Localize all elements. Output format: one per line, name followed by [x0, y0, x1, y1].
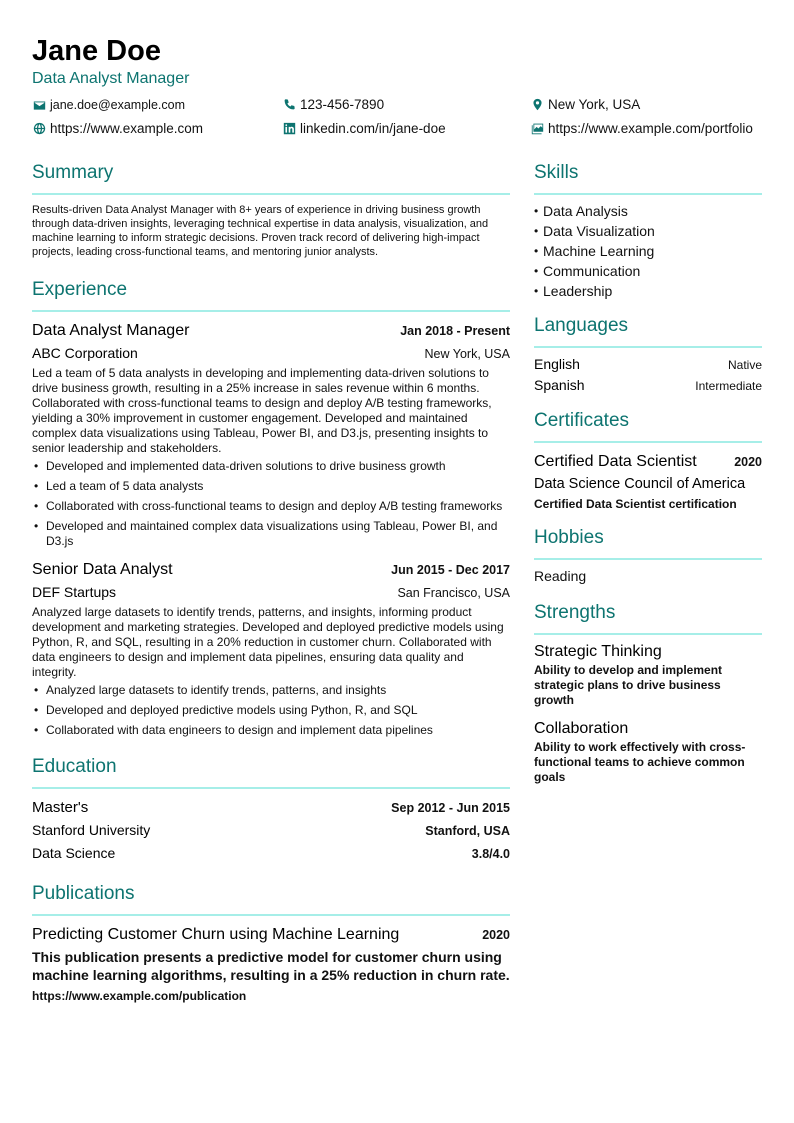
education-section: [32, 752, 510, 865]
contact-linkedin-text: linkedin.com/in/jane-doe: [300, 121, 446, 136]
hobbies-section: [534, 523, 762, 586]
publications-heading: Publications: [32, 883, 135, 904]
list-item: • Data Analysis: [534, 201, 762, 221]
job-location: New York, USA: [424, 347, 510, 361]
certificate-year: 2020: [734, 455, 762, 469]
section-divider: [534, 441, 762, 443]
list-item: • Developed and maintained complex data visualizations using Tableau, Power BI, and D3.js: [32, 519, 510, 549]
certificate-description: Certified Data Scientist certification: [534, 497, 737, 511]
job-role: Senior Data Analyst: [32, 561, 173, 578]
resume-header: [32, 34, 772, 89]
summary-section: [32, 158, 510, 259]
certificates-section: [534, 406, 762, 513]
section-divider: [534, 193, 762, 195]
list-item: • Analyzed large datasets to identify trends, patterns, and insights: [32, 683, 510, 698]
summary-text: Results-driven Data Analyst Manager with 8+ years of experience in driving business growth through data-driven insights, leveraging technical expertise in data analysis, visualization, and machine learning to inform strategic decisions. Proven track record of delivering high-impact projects, leading cross-functional teams, and mentoring junior analysts.: [32, 204, 489, 258]
publication-title: Predicting Customer Churn using Machine Learning: [32, 926, 400, 943]
language-item: [534, 375, 762, 396]
job-bullets: [32, 683, 510, 738]
language-level: Native: [727, 358, 762, 372]
section-divider: [534, 558, 762, 560]
list-item: • Developed and deployed predictive models using Python, R, and SQL: [32, 703, 510, 718]
list-item: • Communication: [534, 261, 762, 281]
list-item: • Led a team of 5 data analysts: [32, 479, 510, 494]
education-field: Data Science: [32, 845, 116, 861]
candidate-title: Data Analyst Manager: [32, 70, 190, 87]
contact-linkedin[interactable]: [282, 121, 446, 136]
job-company: DEF Startups: [32, 584, 117, 600]
strength-name: Collaboration: [534, 720, 629, 737]
job-role: Data Analyst Manager: [32, 322, 190, 339]
phone-icon: [282, 98, 296, 112]
hobbies-heading: Hobbies: [534, 527, 604, 548]
strength-description: Ability to develop and implement strategic plans to drive business growth: [534, 663, 723, 707]
language-name: Spanish: [534, 377, 585, 393]
strength-name: Strategic Thinking: [534, 643, 662, 660]
list-item: • Machine Learning: [534, 241, 762, 261]
certificate-issuer: Data Science Council of America: [534, 476, 746, 492]
map-pin-icon: [530, 98, 544, 112]
education-gpa: 3.8/4.0: [471, 847, 510, 861]
main-column: [32, 158, 510, 1003]
job-description: Led a team of 5 data analysts in developing and implementing data-driven solutions to drive business growth, resulting in a 25% increase in sales revenue within 6 months. Collaborated with cross-functional teams to design and deploy A/B testing frameworks, yielding a 30% improvement in customer engagement. Developed and maintained complex data visualizations using Tableau, Power BI, and D3.js, presenting insights to senior leadership and stakeholders.: [32, 366, 492, 455]
certificates-heading: Certificates: [534, 410, 630, 431]
section-divider: [32, 787, 510, 789]
section-divider: [32, 193, 510, 195]
job-bullets: [32, 459, 510, 549]
mail-icon: [32, 98, 46, 112]
certificate-name: Certified Data Scientist: [534, 453, 697, 470]
portfolio-icon: [530, 122, 544, 136]
contact-location-text: New York, USA: [548, 97, 641, 112]
contact-portfolio[interactable]: [530, 121, 753, 136]
experience-heading: Experience: [32, 279, 128, 300]
languages-section: [534, 311, 762, 396]
contact-phone-text: 123-456-7890: [300, 97, 385, 112]
education-location: Stanford, USA: [425, 824, 510, 838]
strengths-section: [534, 598, 762, 785]
job-location: San Francisco, USA: [397, 586, 510, 600]
globe-icon: [32, 122, 46, 136]
education-degree: Master's: [32, 799, 89, 816]
job-description: Analyzed large datasets to identify trends, patterns, and insights, informing product development and marketing strategies. Developed and deployed predictive models using Python, R, and SQL, resulting in a 20% reduction in customer churn. Collaborated with data engineers to design and implement data pipelines, ensuring data quality and integrity.: [32, 605, 504, 679]
section-divider: [534, 633, 762, 635]
job-dates: Jun 2015 - Dec 2017: [391, 563, 510, 577]
contact-email-text: jane.doe@example.com: [50, 98, 185, 112]
contact-website[interactable]: [32, 121, 203, 136]
strength-description: Ability to work effectively with cross-functional teams to achieve common goals: [534, 740, 746, 784]
list-item: • Collaborated with cross-functional teams to design and deploy A/B testing frameworks: [32, 499, 510, 514]
contact-phone[interactable]: [282, 97, 384, 112]
contact-location: [530, 97, 640, 112]
job-company: ABC Corporation: [32, 345, 138, 361]
publications-section: [32, 879, 510, 1003]
language-name: English: [534, 356, 580, 372]
skills-list: [534, 201, 762, 301]
list-item: • Data Visualization: [534, 221, 762, 241]
languages-heading: Languages: [534, 315, 629, 336]
contact-website-text: https://www.example.com: [50, 121, 204, 136]
skills-heading: Skills: [534, 162, 579, 183]
job-entry: [32, 559, 510, 738]
education-heading: Education: [32, 756, 117, 777]
linkedin-icon: [282, 122, 296, 136]
list-item: • Developed and implemented data-driven solutions to drive business growth: [32, 459, 510, 474]
section-divider: [534, 346, 762, 348]
section-divider: [32, 914, 510, 916]
publication-year: 2020: [482, 928, 510, 942]
candidate-name: Jane Doe: [32, 35, 161, 67]
list-item: • Collaborated with data engineers to design and implement data pipelines: [32, 723, 510, 738]
skills-section: [534, 158, 762, 301]
job-dates: Jan 2018 - Present: [400, 324, 510, 338]
side-column: [534, 158, 762, 795]
strengths-heading: Strengths: [534, 602, 616, 623]
language-item: [534, 354, 762, 375]
education-school: Stanford University: [32, 822, 151, 838]
list-item: • Leadership: [534, 281, 762, 301]
publication-description: This publication presents a predictive model for customer churn using machine learning algorithms, resulting in a 25% reduction in churn rate.: [32, 949, 510, 983]
contact-email[interactable]: [32, 98, 185, 112]
contact-portfolio-text: https://www.example.com/portfolio: [548, 121, 753, 136]
job-entry: [32, 320, 510, 549]
publication-link[interactable]: https://www.example.com/publication: [32, 989, 247, 1003]
section-divider: [32, 310, 510, 312]
hobby-item: Reading: [534, 568, 587, 584]
summary-heading: Summary: [32, 162, 114, 183]
language-level: Intermediate: [695, 379, 762, 393]
education-dates: Sep 2012 - Jun 2015: [391, 801, 510, 815]
experience-section: [32, 275, 510, 738]
